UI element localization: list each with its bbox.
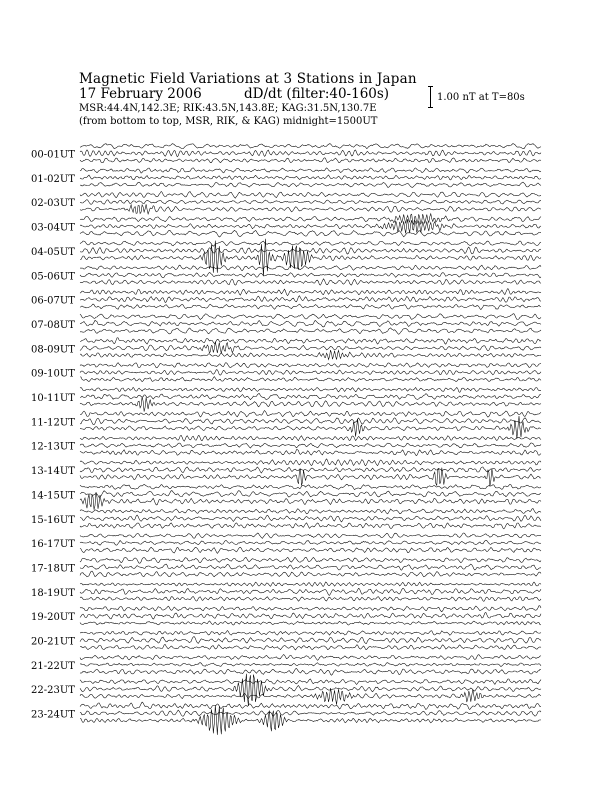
trace-line [80,279,541,285]
hour-label: 11-12UT [31,417,75,429]
trace-line [80,655,541,661]
hour-label: 06-07UT [31,295,75,307]
trace-line [80,645,541,650]
trace-line [80,265,541,270]
trace-line [80,491,541,498]
station-coordinates: MSR:44.4N,142.3E; RIK:43.5N,143.8E; KAG:31.5N,130.7E [79,103,377,114]
trace-line [80,613,541,620]
trace-line [80,450,541,456]
hour-label: 05-06UT [31,271,75,283]
trace-line [80,377,541,382]
hour-label: 10-11UT [31,393,75,404]
hour-label: 23-24UT [31,709,75,721]
trace-line [80,247,541,254]
trace-line [80,533,541,539]
trace-line [80,182,541,187]
hour-label: 01-02UT [31,173,75,185]
trace-line [80,338,541,344]
trace-line [80,557,541,563]
trace-line [80,443,541,448]
trace-line [80,468,541,487]
hour-label: 16-17UT [31,539,75,551]
trace-line [80,328,541,334]
trace-line [80,350,541,360]
trace-line [80,363,541,368]
trace-line [80,320,541,327]
trace-line [80,484,541,489]
trace-line [80,158,541,163]
trace-line [80,273,541,278]
scale-bar-label: 1.00 nT at T=80s [437,92,525,103]
trace-line [80,314,541,320]
hour-label: 20-21UT [31,636,75,648]
trace-line [80,411,541,418]
trace-line [80,370,541,376]
trace-line [80,492,541,510]
hour-label: 12-13UT [31,441,75,453]
hour-label: 03-04UT [31,222,75,234]
trace-line [80,204,541,214]
trace-line [80,597,541,602]
trace-line [80,523,541,529]
hour-label: 18-19UT [31,587,75,599]
trace-line [80,397,541,412]
trace-line [80,547,541,553]
trace-line [80,435,541,441]
trace-line [80,150,541,157]
trace-line [80,631,541,636]
hour-label: 04-05UT [31,246,75,258]
hour-label: 09-10UT [31,368,75,380]
trace-line [80,509,541,514]
trace-line [80,289,541,296]
trace-line [80,588,541,595]
trace-line [80,702,541,709]
trace-line [80,304,541,310]
trace-line [80,230,541,237]
trace-line [80,663,541,667]
hour-label: 21-22UT [31,660,75,672]
trace-line [80,191,541,198]
trace-line [80,241,541,246]
trace-line [80,175,541,180]
hour-label: 22-23UT [31,685,75,697]
trace-line [80,416,541,439]
trace-line [80,296,541,303]
trace-line [80,637,541,644]
trace-line [80,387,541,392]
hour-label: 17-18UT [31,563,75,575]
trace-line [80,418,541,425]
trace-line [80,200,541,205]
trace-line [80,144,541,149]
trace-line [80,214,541,225]
chart-date: 17 February 2006 [79,86,202,102]
hour-label: 19-20UT [31,612,75,624]
trace-line [80,621,541,625]
trace-line [80,606,541,612]
hour-label: 13-14UT [31,466,75,478]
trace-line [80,515,541,522]
trace-line [80,679,541,685]
trace-line [80,582,541,586]
trace-line [80,688,541,705]
hour-label: 02-03UT [31,198,75,210]
trace-line [80,564,541,570]
trace-line [80,571,541,577]
trace-line [80,342,541,354]
trace-line [80,705,541,735]
trace-line [80,710,541,716]
hour-label: 08-09UT [31,344,75,356]
chart-title: Magnetic Field Variations at 3 Stations in Japan [79,71,417,87]
trace-line [80,674,541,706]
hour-label: 00-01UT [31,149,75,161]
trace-line [80,467,541,473]
hour-label: 14-15UT [31,490,75,502]
trace-line [80,669,541,676]
trace-order-note: (from bottom to top, MSR, RIK, & KAG) midnight=1500UT [79,116,378,127]
hour-label: 15-16UT [31,514,75,526]
hour-label: 07-08UT [31,319,75,331]
trace-line [80,540,541,545]
trace-line [80,394,541,400]
trace-line [80,459,541,466]
trace-line [80,168,541,173]
chart-filter: dD/dt (filter:40-160s) [244,86,390,102]
